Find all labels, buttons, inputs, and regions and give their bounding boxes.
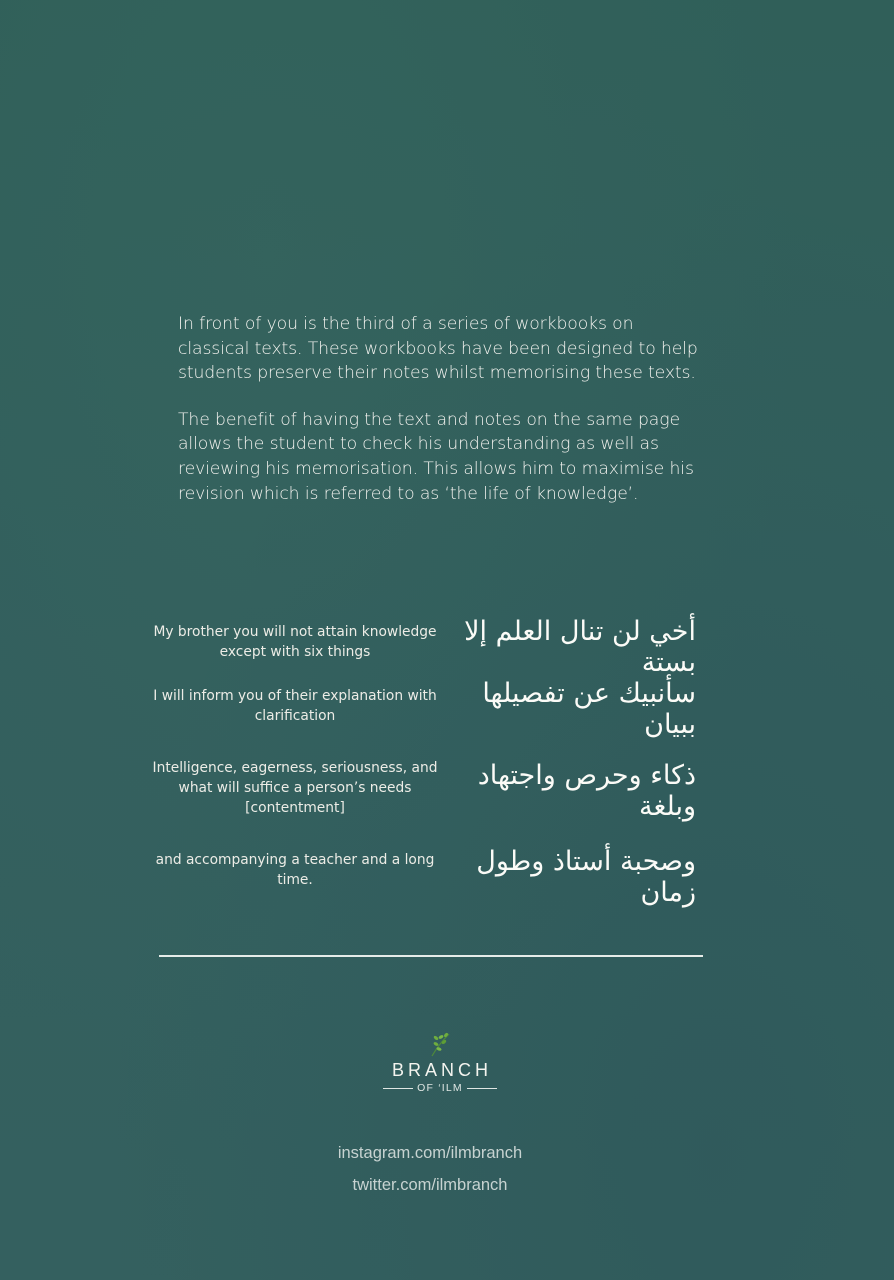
brand-name: BRANCH bbox=[391, 1060, 492, 1080]
verse-1-english: My brother you will not attain knowledge except with six things bbox=[153, 624, 437, 660]
rule-right bbox=[467, 1088, 497, 1089]
intro-paragraph-2: The benefit of having the text and notes on the same page allows the student to check his understanding as well as reviewing his memorisation. This allows him to maximise his revision which is referred to as ‘the life of knowledge’. bbox=[178, 409, 694, 504]
verse-3-english: Intelligence, eagerness, seriousness, and what will suffice a person’s needs [contentment] bbox=[152, 760, 438, 816]
brand-subtitle-text: OF ‘ILM bbox=[417, 1082, 463, 1094]
twitter-link[interactable]: twitter.com/ilmbranch bbox=[352, 1176, 508, 1194]
brand-subtitle bbox=[340, 1082, 540, 1094]
verse-4-english: and accompanying a teacher and a long time. bbox=[155, 852, 435, 888]
verse-2-english: I will inform you of their explanation with clarification bbox=[153, 688, 437, 724]
leaf-branch-icon bbox=[427, 1030, 453, 1058]
brand-logo bbox=[340, 1030, 540, 1094]
instagram-link[interactable]: instagram.com/ilmbranch bbox=[337, 1144, 523, 1162]
social-links bbox=[300, 1137, 560, 1201]
verse-2-arabic: سأنبيك عن تفصيلها ببيان bbox=[482, 678, 696, 740]
rule-left bbox=[383, 1088, 413, 1089]
divider bbox=[159, 955, 703, 957]
intro-paragraph-1: In front of you is the third of a series of workbooks on classical texts. These workbooks have been designed to help students preserve their notes whilst memorising these texts. bbox=[178, 314, 698, 384]
verse-4-arabic: وصحبة أستاذ وطول زمان bbox=[476, 846, 696, 908]
intro-text bbox=[178, 312, 708, 528]
verse-1-arabic: أخي لن تنال العلم إلا بستة bbox=[464, 616, 696, 678]
verse-3-arabic: ذكاء وحرص واجتهاد وبلغة bbox=[477, 760, 696, 822]
